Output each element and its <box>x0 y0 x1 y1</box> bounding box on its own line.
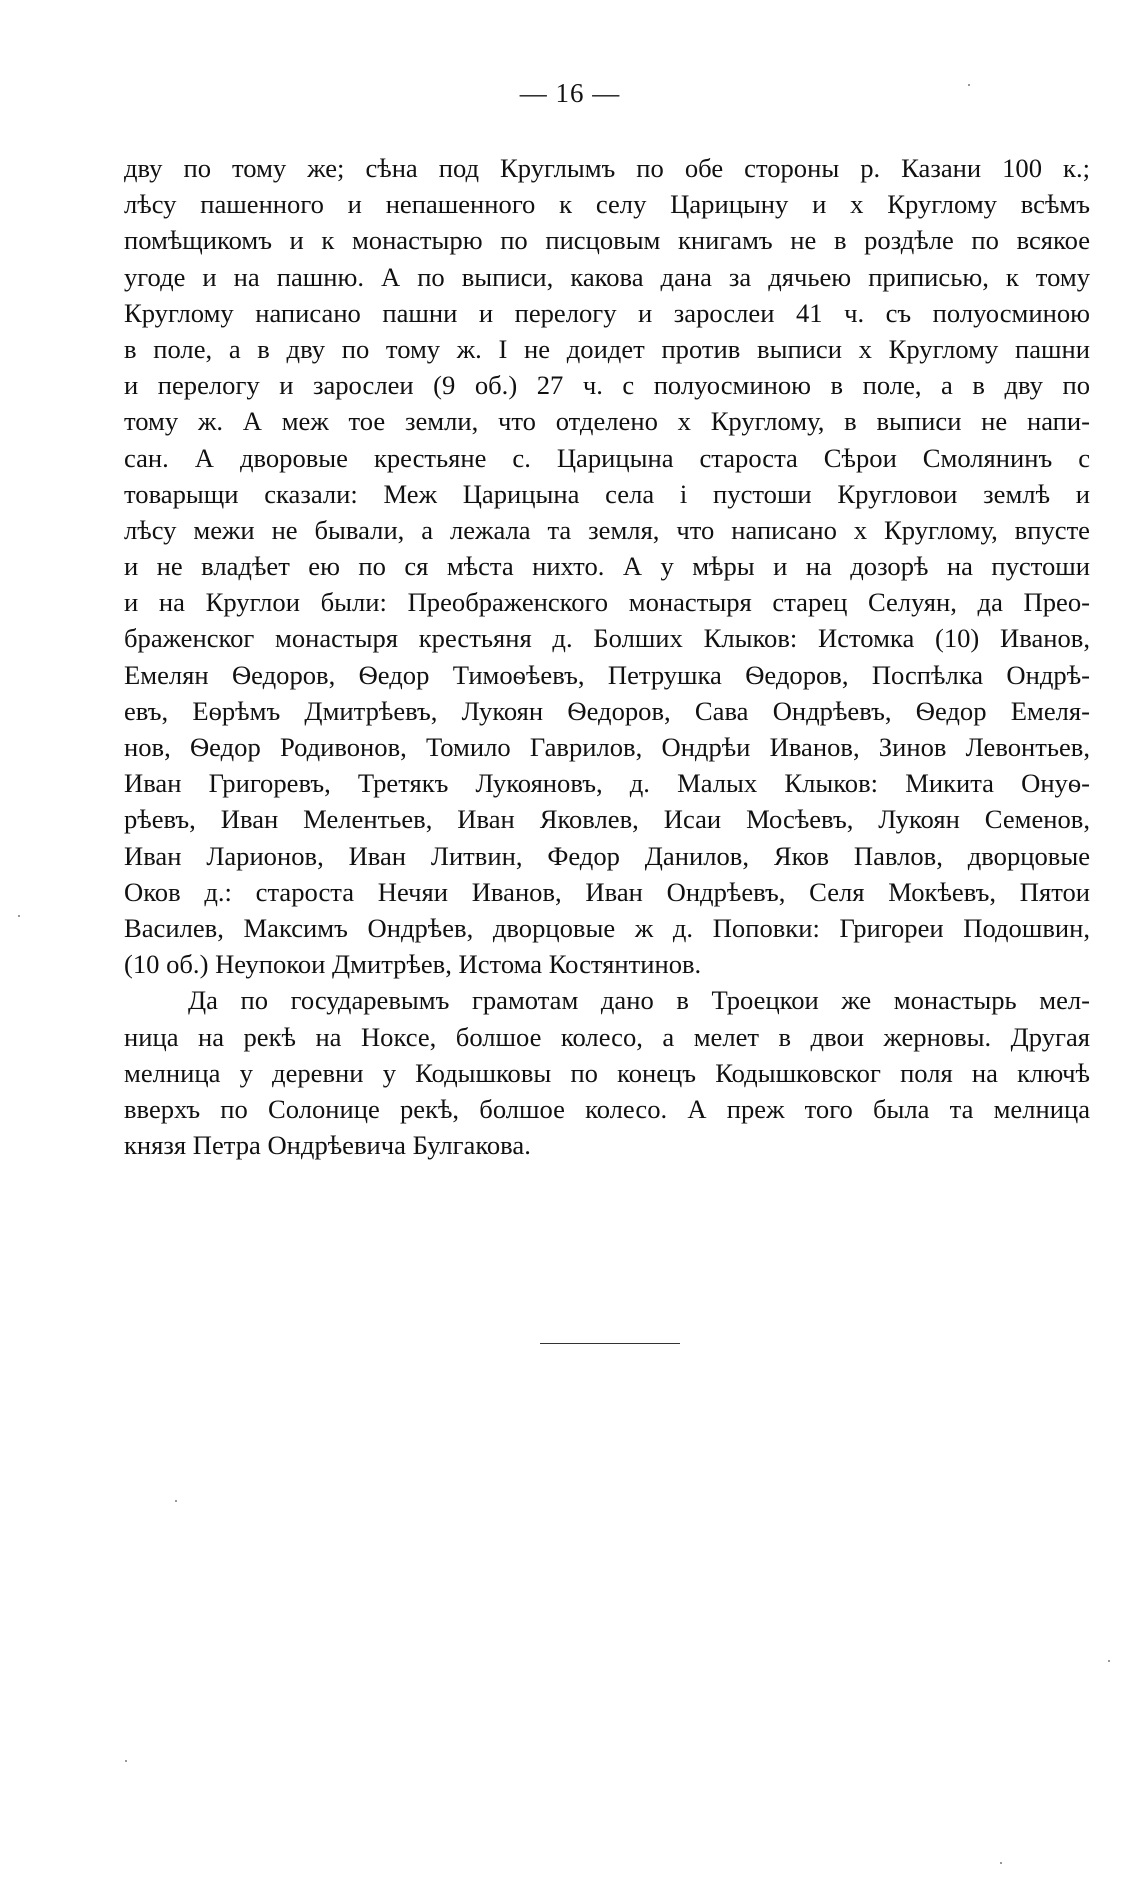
text-line: ница на рекѣ на Ноксе, болшое колесо, а мелет в двои жерновы. Другая <box>124 1021 1090 1052</box>
text-line: Круглому написано пашни и перелогу и зарослеи 41 ч. съ полуосминою <box>124 297 1090 328</box>
text-line: Оков д.: староста Нечяи Иванов, Иван Ондрѣевъ, Селя Мокѣевъ, Пятои <box>124 876 1090 907</box>
scan-speck <box>175 1500 177 1502</box>
text-line: товарыщи сказали: Меж Царицына села і пустоши Кругловои землѣ и <box>124 478 1090 509</box>
text-line: угоде и на пашню. А по выписи, какова дана за дячьею приписью, к тому <box>124 261 1090 292</box>
paragraph-2 <box>124 982 1090 1163</box>
text-line: сан. А дворовые крестьяне с. Царицына староста Сѣрои Смолянинъ с <box>124 442 1090 473</box>
scan-speck <box>1108 1660 1110 1662</box>
text-line: тому ж. А меж тое земли, что отделено х Круглому, в выписи не напи- <box>124 406 1090 437</box>
paragraph-1 <box>124 150 1090 982</box>
text-line: Да по государевымъ грамотам дано в Троецкои же монастырь мел- <box>188 985 1090 1016</box>
scan-speck <box>968 84 970 86</box>
text-line: мелница у деревни у Кодышковы по конецъ Кодышковског поля на ключѣ <box>124 1057 1090 1088</box>
text-line: в поле, а в дву по тому ж. І не доидет против выписи х Круглому пашни <box>124 333 1090 364</box>
text-line: Емелян Ѳедоров, Ѳедор Тимоѳѣевъ, Петрушка Ѳедоров, Поспѣлка Ондрѣ- <box>124 659 1090 690</box>
text-line: Василев, Максимъ Ондрѣев, дворцовые ж д. Поповки: Григореи Подошвин, <box>124 912 1090 943</box>
text-line: князя Петра Ондрѣевича Булгакова. <box>124 1130 531 1161</box>
text-line: и на Круглои были: Преображенского монастыря старец Селуян, да Прео- <box>124 587 1090 618</box>
section-divider-rule <box>540 1343 680 1344</box>
page-number: — 16 — <box>519 78 621 108</box>
text-line: лѣсу пашенного и непашенного к селу Царицыну и х Круглому всѣмъ <box>124 189 1090 220</box>
text-line: Иван Григоревъ, Третякъ Лукояновъ, д. Малых Клыков: Микита Онуѳ- <box>124 768 1090 799</box>
text-line: нов, Ѳедор Родивонов, Томило Гаврилов, Ондрѣи Иванов, Зинов Левонтьев, <box>124 732 1090 762</box>
text-line: помѣщикомъ и к монастырю по писцовым книгамъ не в роздѣле по всякое <box>124 225 1090 256</box>
scan-speck <box>1000 1862 1002 1864</box>
body-text <box>124 150 1090 1163</box>
text-line: (10 об.) Неупокои Дмитрѣев, Истома Костянтинов. <box>124 949 702 980</box>
text-line: вверхъ по Солонице рекѣ, болшое колесо. А преж того была та мелница <box>124 1093 1090 1124</box>
text-line: и перелогу и зарослеи (9 об.) 27 ч. с полуосминою в поле, а в дву по <box>124 370 1090 401</box>
text-line: Иван Ларионов, Иван Литвин, Федор Данилов, Яков Павлов, дворцовые <box>124 840 1090 871</box>
scan-speck <box>125 1760 127 1762</box>
text-line: браженског монастыря крестьяня д. Болших Клыков: Истомка (10) Иванов, <box>124 623 1090 654</box>
scan-speck <box>18 915 20 917</box>
text-line: евъ, Еѳрѣмъ Дмитрѣевъ, Лукоян Ѳедоров, Сава Ондрѣевъ, Ѳедор Емеля- <box>124 695 1090 726</box>
text-line: лѣсу межи не бывали, а лежала та земля, что написано х Круглому, впусте <box>124 514 1090 545</box>
text-line: рѣевъ, Иван Мелентьев, Иван Яковлев, Исаи Мосѣевъ, Лукоян Семенов, <box>124 804 1090 835</box>
text-line: и не владѣет ею по ся мѣста нихто. А у мѣры и на дозорѣ на пустоши <box>124 551 1090 582</box>
text-line: дву по тому же; сѣна под Круглымъ по обе стороны р. Казани 100 к.; <box>124 153 1090 183</box>
